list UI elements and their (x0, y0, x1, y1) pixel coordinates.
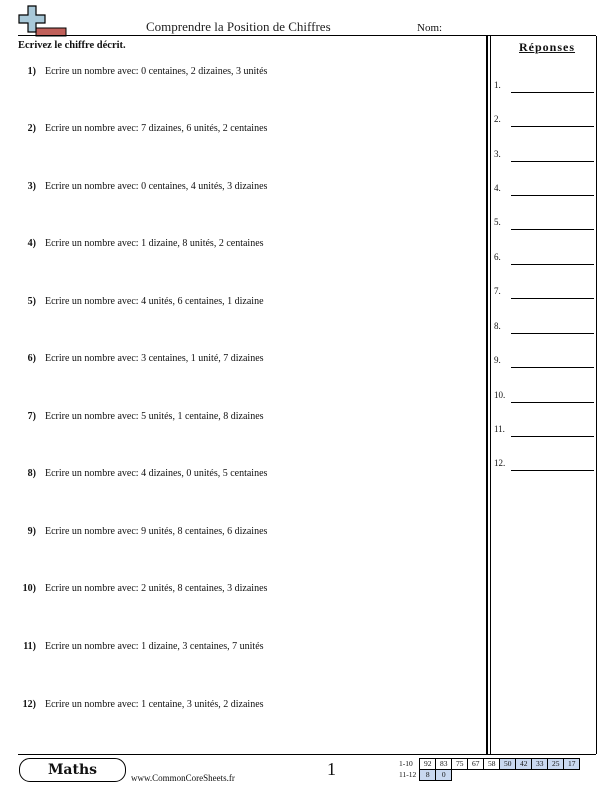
problem-item (18, 583, 478, 597)
problem-item (18, 296, 478, 310)
score-cell: 33 (532, 759, 548, 770)
problem-number: 4) (27, 238, 36, 249)
score-cell: 83 (436, 759, 452, 770)
problem-number: 9) (27, 526, 36, 537)
score-cell: 17 (564, 759, 580, 770)
score-cell: 8 (420, 770, 436, 781)
column-divider-thin (490, 36, 491, 754)
problem-item (18, 238, 478, 252)
answer-label: 9. (494, 355, 501, 365)
answer-label: 4. (494, 183, 501, 193)
answer-line (511, 161, 594, 162)
answer-slot[interactable] (494, 114, 594, 128)
answer-slot[interactable] (494, 321, 594, 335)
problem-text: Ecrire un nombre avec: 1 centaine, 3 unités, 2 dizaines (45, 699, 264, 710)
answer-line (511, 333, 594, 334)
plus-minus-logo-icon (14, 4, 70, 38)
answer-label: 10. (494, 390, 506, 400)
answer-line (511, 298, 594, 299)
problem-text: Ecrire un nombre avec: 1 dizaine, 8 unités, 2 centaines (45, 238, 264, 249)
problem-item (18, 641, 478, 655)
problem-text: Ecrire un nombre avec: 2 unités, 8 centaines, 3 dizaines (45, 583, 268, 594)
answer-slot[interactable] (494, 149, 594, 163)
answer-slot[interactable] (494, 80, 594, 94)
problem-item (18, 411, 478, 425)
problem-item (18, 66, 478, 80)
answer-line (511, 367, 594, 368)
answer-slot[interactable] (494, 217, 594, 231)
score-row-label: 11-12 (399, 770, 417, 779)
problem-item (18, 468, 478, 482)
answer-slot[interactable] (494, 252, 594, 266)
answer-slot[interactable] (494, 183, 594, 197)
answer-label: 11. (494, 424, 505, 434)
problem-text: Ecrire un nombre avec: 3 centaines, 1 unité, 7 dizaines (45, 353, 264, 364)
brand-badge: Maths (19, 758, 126, 782)
footer-rule (18, 754, 596, 755)
page-number: 1 (327, 759, 336, 779)
problem-text: Ecrire un nombre avec: 4 dizaines, 0 unités, 5 centaines (45, 468, 268, 479)
answer-slot[interactable] (494, 458, 594, 472)
answer-slot[interactable] (494, 286, 594, 300)
answer-label: 12. (494, 458, 506, 468)
answer-line (511, 229, 594, 230)
problem-number: 12) (22, 699, 36, 710)
problem-text: Ecrire un nombre avec: 0 centaines, 4 unités, 3 dizaines (45, 181, 268, 192)
instructions: Ecrivez le chiffre décrit. (18, 40, 126, 51)
problem-item (18, 526, 478, 540)
answer-slot[interactable] (494, 355, 594, 369)
problem-number: 8) (27, 468, 36, 479)
problem-text: Ecrire un nombre avec: 7 dizaines, 6 unités, 2 centaines (45, 123, 268, 134)
problem-number: 6) (27, 353, 36, 364)
problem-text: Ecrire un nombre avec: 4 unités, 6 centaines, 1 dizaine (45, 296, 264, 307)
answer-label: 1. (494, 80, 501, 90)
problem-item (18, 353, 478, 367)
answer-label: 8. (494, 321, 501, 331)
problem-number: 1) (27, 66, 36, 77)
score-cell: 0 (436, 770, 452, 781)
header-rule (18, 35, 596, 36)
answer-line (511, 264, 594, 265)
score-cell: 67 (468, 759, 484, 770)
page-right-border (596, 36, 597, 754)
column-divider (486, 36, 488, 754)
problem-item (18, 181, 478, 195)
answer-line (511, 126, 594, 127)
score-cell: 42 (516, 759, 532, 770)
answer-line (511, 402, 594, 403)
answer-label: 6. (494, 252, 501, 262)
problem-number: 2) (27, 123, 36, 134)
answer-line (511, 92, 594, 93)
problem-text: Ecrire un nombre avec: 9 unités, 8 centaines, 6 dizaines (45, 526, 268, 537)
score-empty (452, 770, 580, 781)
score-cell: 25 (548, 759, 564, 770)
problem-text: Ecrire un nombre avec: 0 centaines, 2 dizaines, 3 unités (45, 66, 268, 77)
answer-label: 7. (494, 286, 501, 296)
answer-slot[interactable] (494, 424, 594, 438)
score-cell: 58 (484, 759, 500, 770)
answer-label: 5. (494, 217, 501, 227)
score-table (397, 758, 580, 781)
name-label: Nom: (417, 22, 443, 34)
problem-item (18, 123, 478, 137)
score-row (397, 770, 580, 781)
problem-number: 11) (23, 641, 36, 652)
site-url[interactable]: www.CommonCoreSheets.fr (131, 773, 235, 783)
answer-line (511, 470, 594, 471)
problem-number: 7) (27, 411, 36, 422)
score-cell: 92 (420, 759, 436, 770)
score-row-label: 1-10 (399, 759, 413, 768)
answer-line (511, 195, 594, 196)
answer-label: 3. (494, 149, 501, 159)
problem-item (18, 699, 478, 713)
problem-text: Ecrire un nombre avec: 5 unités, 1 centaine, 8 dizaines (45, 411, 264, 422)
problem-number: 5) (27, 296, 36, 307)
problem-text: Ecrire un nombre avec: 1 dizaine, 3 centaines, 7 unités (45, 641, 264, 652)
score-row (397, 759, 580, 770)
answer-label: 2. (494, 114, 501, 124)
score-cell: 50 (500, 759, 516, 770)
problem-number: 3) (27, 181, 36, 192)
problem-number: 10) (22, 583, 36, 594)
page-title: Comprendre la Position de Chiffres (146, 19, 331, 34)
answer-line (511, 436, 594, 437)
answers-heading: Réponses (519, 40, 576, 54)
answer-slot[interactable] (494, 390, 594, 404)
score-cell: 75 (452, 759, 468, 770)
